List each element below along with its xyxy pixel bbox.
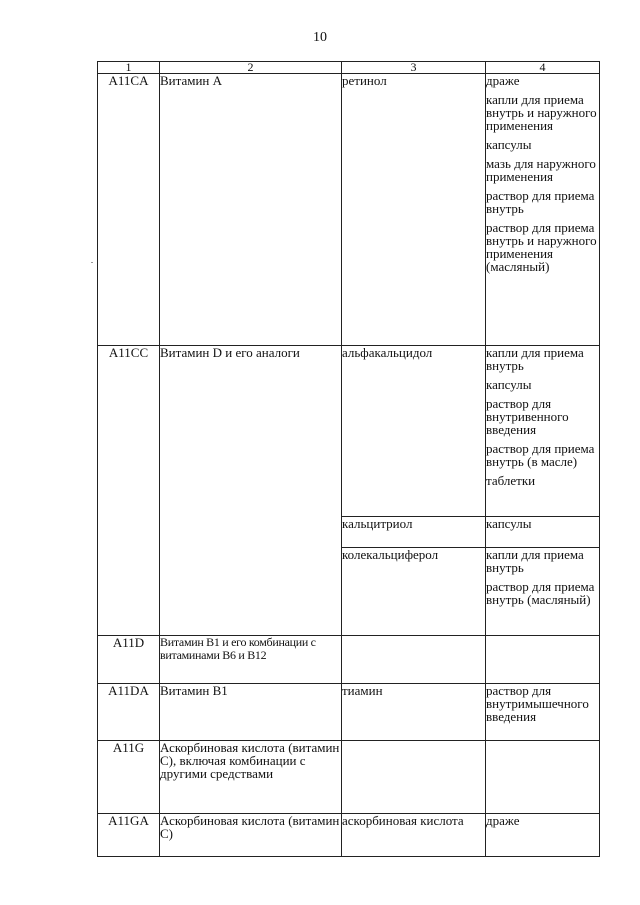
dosage-form-item: капсулы <box>486 137 532 152</box>
atc-code: A11CA <box>98 74 160 346</box>
dosage-forms <box>486 636 600 684</box>
dosage-form-item: капли для приема внутрь <box>486 345 584 373</box>
atc-group: Витамин А <box>160 74 342 346</box>
dosage-forms <box>486 517 600 548</box>
dosage-form-item: капсулы <box>486 377 532 392</box>
page-number: 10 <box>313 30 327 45</box>
dosage-forms <box>486 74 600 346</box>
dosage-form-item: раствор для приема внутрь <box>486 188 595 216</box>
inn-name: кальцитриол <box>342 517 486 548</box>
column-header-group: 2 <box>160 62 342 74</box>
atc-code: A11G <box>98 741 160 814</box>
inn-name <box>342 636 486 684</box>
column-header-forms: 4 <box>486 62 600 74</box>
inn-name: колекальциферол <box>342 548 486 636</box>
margin-mark <box>91 262 93 263</box>
atc-code: A11CC <box>98 346 160 636</box>
dosage-form-item: раствор для внутривенного введения <box>486 396 569 437</box>
dosage-form-item: капсулы <box>486 516 532 531</box>
dosage-form-item: раствор для приема внутрь (в масле) <box>486 441 595 469</box>
inn-name: ретинол <box>342 74 486 346</box>
inn-name: аскорбиновая кислота <box>342 814 486 857</box>
inn-name: тиамин <box>342 684 486 741</box>
dosage-forms <box>486 346 600 517</box>
table-row <box>98 814 600 857</box>
dosage-forms <box>486 814 600 857</box>
table-row <box>98 684 600 741</box>
table-row <box>98 346 600 517</box>
inn-name: альфакальцидол <box>342 346 486 517</box>
atc-group: Аскорбиновая кислота (витамин С), включая комбинации с другими средствами <box>160 741 342 814</box>
dosage-form-item: раствор для внутримышечного введения <box>486 683 589 724</box>
dosage-form-item: капли для приема внутрь и наружного применения <box>486 92 597 133</box>
table-header-row <box>98 62 600 74</box>
dosage-form-item: капли для приема внутрь <box>486 547 584 575</box>
medication-table <box>97 61 600 857</box>
table-row <box>98 74 600 346</box>
table-row <box>98 741 600 814</box>
atc-code: A11DA <box>98 684 160 741</box>
atc-group: Витамин B1 <box>160 684 342 741</box>
atc-code: A11GA <box>98 814 160 857</box>
dosage-form-item: раствор для приема внутрь и наружного применения (масляный) <box>486 220 597 274</box>
atc-group: Витамин B1 и его комбинации с витаминами B6 и B12 <box>160 636 342 684</box>
dosage-forms <box>486 741 600 814</box>
table-row <box>98 636 600 684</box>
dosage-form-item: драже <box>486 73 520 88</box>
dosage-form-item: мазь для наружного применения <box>486 156 596 184</box>
dosage-form-item: драже <box>486 813 520 828</box>
atc-group: Аскорбиновая кислота (витамин С) <box>160 814 342 857</box>
column-header-inn: 3 <box>342 62 486 74</box>
inn-name <box>342 741 486 814</box>
dosage-forms <box>486 684 600 741</box>
dosage-form-item: таблетки <box>486 473 536 488</box>
column-header-code: 1 <box>98 62 160 74</box>
dosage-form-item: раствор для приема внутрь (масляный) <box>486 579 595 607</box>
dosage-forms <box>486 548 600 636</box>
atc-group: Витамин D и его аналоги <box>160 346 342 636</box>
atc-code: A11D <box>98 636 160 684</box>
